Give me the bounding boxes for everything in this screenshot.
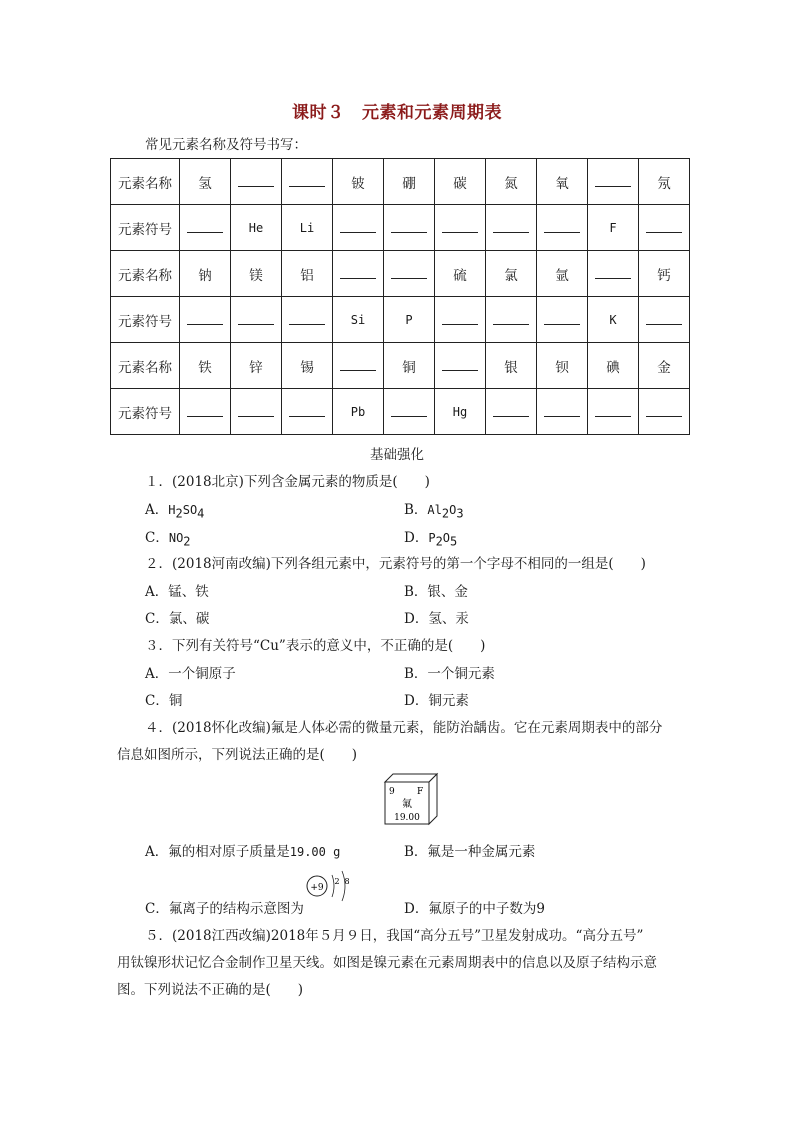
cell-text: Pb [350,404,366,419]
table-row [111,389,690,435]
answer-blank[interactable] [187,310,223,325]
answer-blank[interactable] [238,172,274,187]
table-cell [639,159,690,205]
blank-cell[interactable] [435,297,486,343]
cell-text: 硫 [453,267,467,284]
q5-stem-line3: 图。下列说法不正确的是( ) [117,982,304,998]
table-cell [384,159,435,205]
table-cell [384,297,435,343]
q4-option-b[interactable]: B．氟是一种金属元素 [404,844,536,860]
cell-text: 氢 [198,175,212,192]
table-cell [435,251,486,297]
answer-blank[interactable] [442,310,478,325]
cell-text: 钡 [555,359,569,376]
table-cell [639,343,690,389]
blank-cell[interactable] [639,205,690,251]
answer-blank[interactable] [646,218,682,233]
blank-cell[interactable] [588,159,639,205]
blank-cell[interactable] [384,205,435,251]
cell-text: 碳 [453,175,467,192]
answer-blank[interactable] [238,402,274,417]
blank-cell[interactable] [333,343,384,389]
q3-stem: ３．下列有关符号“Cu”表示的意义中，不正确的是( ) [145,638,486,654]
blank-cell[interactable] [333,205,384,251]
q5-stem-line1: ５．(2018江西改编)2018年５月９日，我国“高分五号”卫星发射成功。“高分五号” [145,928,644,944]
q2-option-a[interactable]: A．锰、铁 [145,584,209,600]
q2-option-b[interactable]: B．银、金 [404,584,468,600]
table-cell [384,343,435,389]
cell-text: 镁 [249,267,263,284]
cell-text: 氧 [555,175,569,192]
table-cell [180,251,231,297]
answer-blank[interactable] [493,310,529,325]
q1-option-d[interactable]: D．$P_2O_5$ [404,530,458,549]
cell-text: Li [299,220,315,235]
cell-text: 氯 [504,267,518,284]
blank-cell[interactable] [231,159,282,205]
cell-text: 硼 [402,175,416,192]
answer-blank[interactable] [493,218,529,233]
blank-cell[interactable] [180,297,231,343]
answer-blank[interactable] [391,218,427,233]
page-title: 课时３ 元素和元素周期表 [292,103,502,123]
q4-stem-line2: 信息如图所示，下列说法正确的是( ) [117,747,358,763]
shell-2-electrons: 8 [344,877,350,886]
answer-blank[interactable] [646,310,682,325]
q3-option-a[interactable]: A．一个铜原子 [145,666,236,682]
answer-blank[interactable] [646,402,682,417]
table-cell [588,297,639,343]
atomic-mass: 19.00 [394,813,420,823]
table-cell [537,159,588,205]
element-name: 氟 [402,799,412,810]
blank-cell[interactable] [537,389,588,435]
blank-cell[interactable] [537,205,588,251]
row-header: 元素符号 [111,205,180,251]
row-header: 元素符号 [111,389,180,435]
table-row [111,297,690,343]
q4-option-a[interactable]: A．氟的相对原子质量是19.00 g [145,844,341,860]
blank-cell[interactable] [486,297,537,343]
table-cell [282,205,333,251]
cell-text: Si [350,312,366,327]
table-cell [333,389,384,435]
table-cell [486,159,537,205]
answer-blank[interactable] [238,310,274,325]
answer-blank[interactable] [289,172,325,187]
cell-text: He [248,220,264,235]
table-cell [435,159,486,205]
blank-cell[interactable] [282,159,333,205]
table-cell [282,251,333,297]
q5-stem-line2: 用钛镍形状记忆合金制作卫星天线。如图是镍元素在元素周期表中的信息以及原子结构示意 [117,955,657,971]
element-symbol: F [417,787,424,797]
table-row [111,205,690,251]
blank-cell[interactable] [180,205,231,251]
q1-option-b[interactable]: B．$Al_2O_3$ [404,502,464,521]
intro-text: 常见元素名称及符号书写： [145,137,307,153]
fluorine-periodic-cell [383,772,439,826]
cell-text: 银 [504,359,518,376]
electron-shell-2 [342,871,345,901]
table-row [111,251,690,297]
cell-text: P [405,312,413,327]
cell-text: 铍 [351,175,365,192]
answer-blank[interactable] [340,218,376,233]
table-cell [588,343,639,389]
blank-cell[interactable] [231,297,282,343]
blank-cell[interactable] [537,297,588,343]
cell-text: 氖 [657,175,671,192]
table-cell [537,343,588,389]
row-header: 元素符号 [111,297,180,343]
answer-blank[interactable] [187,402,223,417]
table-cell [486,343,537,389]
cell-text: K [609,312,617,327]
row-header: 元素名称 [111,159,180,205]
table-cell [333,159,384,205]
table-cell [333,297,384,343]
table-cell [282,343,333,389]
section-title: 基础强化 [370,447,424,463]
table-cell [588,205,639,251]
answer-blank[interactable] [595,172,631,187]
blank-cell[interactable] [435,205,486,251]
blank-cell[interactable] [639,389,690,435]
answer-blank[interactable] [595,402,631,417]
table-cell [231,205,282,251]
answer-blank[interactable] [544,310,580,325]
table-cell [231,251,282,297]
table-cell [435,389,486,435]
fluoride-ion-structure-diagram [305,866,355,906]
table-row [111,343,690,389]
answer-blank[interactable] [289,310,325,325]
cell-text: 锡 [300,359,314,376]
cell-text: 碘 [606,359,620,376]
q4-option-d[interactable]: D．氟原子的中子数为9 [404,901,545,917]
blank-cell[interactable] [588,389,639,435]
answer-blank[interactable] [391,264,427,279]
cell-text: F [609,220,617,235]
cell-text: 氩 [555,267,569,284]
cell-text: Hg [452,404,468,419]
q1-option-a[interactable]: A．$H_2SO_4$ [145,502,205,521]
shell-1-electrons: 2 [334,877,340,886]
table-cell [231,343,282,389]
q3-option-d[interactable]: D．铜元素 [404,693,469,709]
answer-blank[interactable] [493,402,529,417]
q3-option-c[interactable]: C．铜 [145,693,183,709]
blank-cell[interactable] [486,205,537,251]
cube-side-face [429,774,437,824]
cell-text: 铝 [300,267,314,284]
cell-text: 钙 [657,267,671,284]
cell-text: 铜 [402,359,416,376]
cell-text: 金 [657,359,671,376]
blank-cell[interactable] [384,389,435,435]
element-table [110,158,690,435]
answer-blank[interactable] [289,402,325,417]
answer-blank[interactable] [442,218,478,233]
table-cell [639,251,690,297]
cell-text: 钠 [198,267,212,284]
q4-stem-line1: ４．(2018怀化改编)氟是人体必需的微量元素，能防治龋齿。它在元素周期表中的部分 [145,720,663,736]
answer-blank[interactable] [595,264,631,279]
table-cell [486,251,537,297]
nucleus-charge: +9 [310,883,324,893]
blank-cell[interactable] [180,389,231,435]
table-cell [180,343,231,389]
answer-blank[interactable] [187,218,223,233]
answer-blank[interactable] [391,402,427,417]
answer-blank[interactable] [544,218,580,233]
answer-blank[interactable] [340,356,376,371]
atomic-number: 9 [389,787,395,797]
answer-blank[interactable] [340,264,376,279]
blank-cell[interactable] [384,251,435,297]
q2-option-d[interactable]: D．氢、汞 [404,611,469,627]
blank-cell[interactable] [435,343,486,389]
blank-cell[interactable] [639,297,690,343]
table-cell [180,159,231,205]
answer-blank[interactable] [544,402,580,417]
table-cell [537,251,588,297]
q4-option-c[interactable]: C．氟离子的结构示意图为 [145,901,304,917]
blank-cell[interactable] [486,389,537,435]
q2-stem: ２．(2018河南改编)下列各组元素中，元素符号的第一个字母不相同的一组是( ) [145,556,646,572]
blank-cell[interactable] [588,251,639,297]
cell-text: 锌 [249,359,263,376]
row-header: 元素名称 [111,343,180,389]
blank-cell[interactable] [282,297,333,343]
q3-option-b[interactable]: B．一个铜元素 [404,666,495,682]
row-header: 元素名称 [111,251,180,297]
answer-blank[interactable] [442,356,478,371]
q1-stem: １．(2018北京)下列含金属元素的物质是( ) [145,474,430,490]
cell-text: 氮 [504,175,518,192]
q1-option-c[interactable]: C．$NO_2$ [145,530,191,549]
table-row [111,159,690,205]
blank-cell[interactable] [333,251,384,297]
blank-cell[interactable] [231,389,282,435]
blank-cell[interactable] [282,389,333,435]
q2-option-c[interactable]: C．氯、碳 [145,611,210,627]
cell-text: 铁 [198,359,212,376]
cube-top-face [385,774,437,782]
